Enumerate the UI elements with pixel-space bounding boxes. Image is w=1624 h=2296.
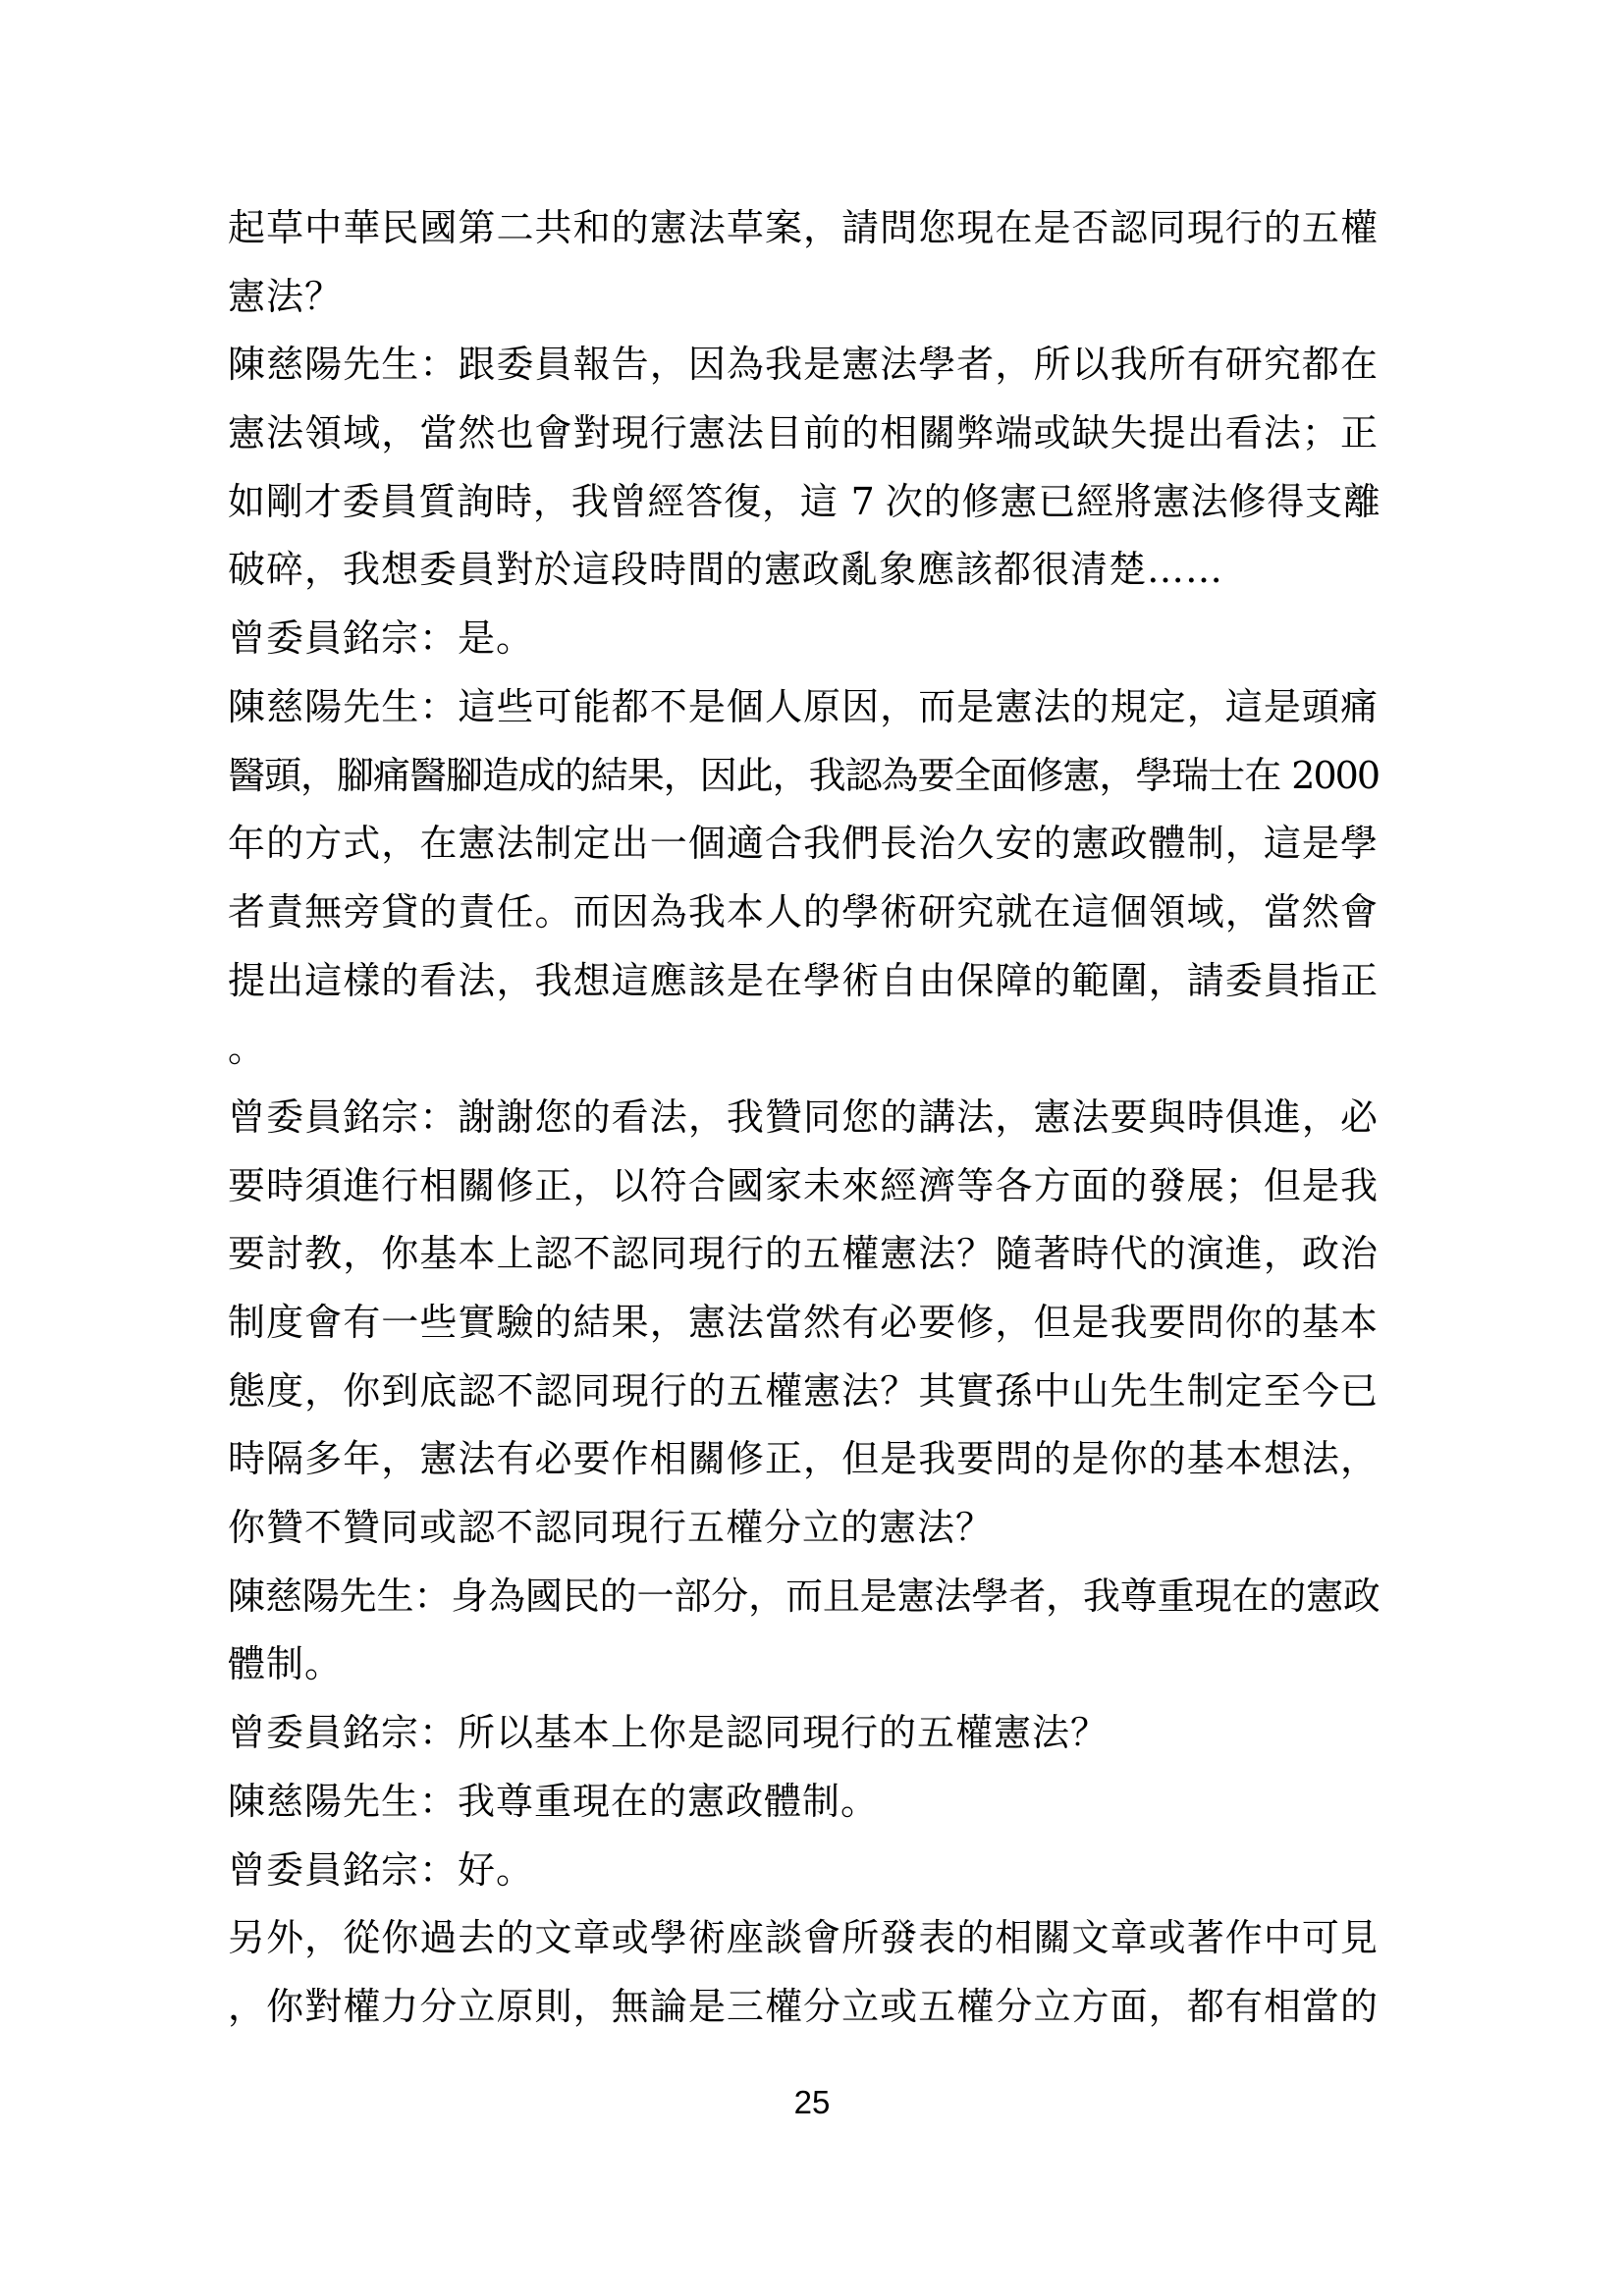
- text-line: 如剛才委員質詢時，我曾經答復，這 7 次的修憲已經將憲法修得支離: [228, 479, 1379, 523]
- text-line: 陳慈陽先生：這些可能都不是個人原因，而是憲法的規定，這是頭痛: [228, 684, 1379, 728]
- text-line: 時隔多年，憲法有必要作相關修正，但是我要問的是你的基本想法，: [228, 1437, 1379, 1481]
- text-block: [228, 194, 1379, 2042]
- text-line: 。: [228, 1027, 267, 1071]
- text-line: 要討教，你基本上認不認同現行的五權憲法？隨著時代的演進，政治: [228, 1232, 1379, 1276]
- text-line: 憲法？: [228, 274, 344, 318]
- text-line: 起草中華民國第二共和的憲法草案，請問您現在是否認同現行的五權: [228, 206, 1379, 249]
- text-line: 體制。: [228, 1642, 344, 1686]
- text-line: 提出這樣的看法，我想這應該是在學術自由保障的範圍，請委員指正: [228, 958, 1379, 1002]
- text-line: 醫頭，腳痛醫腳造成的結果，因此，我認為要全面修憲，學瑞士在 2000: [228, 753, 1379, 797]
- text-line: 陳慈陽先生：跟委員報告，因為我是憲法學者，所以我所有研究都在: [228, 343, 1379, 387]
- text-line: 要時須進行相關修正，以符合國家未來經濟等各方面的發展；但是我: [228, 1163, 1379, 1207]
- text-line: 曾委員銘宗：所以基本上你是認同現行的五權憲法？: [228, 1711, 1110, 1755]
- text-line: 曾委員銘宗：是。: [228, 616, 535, 661]
- text-line: 者責無旁貸的責任。而因為我本人的學術研究就在這個領域，當然會: [228, 889, 1379, 934]
- text-line: ，你對權力分立原則，無論是三權分立或五權分立方面，都有相當的: [228, 1984, 1379, 2028]
- text-line: 年的方式，在憲法制定出一個適合我們長治久安的憲政體制，這是學: [228, 822, 1379, 866]
- text-line: 態度，你到底認不認同現行的五權憲法？其實孫中山先生制定至今已: [228, 1368, 1379, 1413]
- text-line: 憲法領域，當然也會對現行憲法目前的相關弊端或缺失提出看法；正: [228, 411, 1379, 455]
- page-number: 25: [793, 2084, 831, 2120]
- text-line: 你贊不贊同或認不認同現行五權分立的憲法？: [228, 1506, 995, 1550]
- text-line: 陳慈陽先生：我尊重現在的憲政體制。: [228, 1779, 880, 1823]
- text-line: 曾委員銘宗：好。: [228, 1847, 535, 1892]
- text-line: 破碎，我想委員對於這段時間的憲政亂象應該都很清楚……: [228, 548, 1224, 592]
- text-line: 另外，從你過去的文章或學術座談會所發表的相關文章或著作中可見: [228, 1916, 1379, 1960]
- text-line: 制度會有一些實驗的結果，憲法當然有必要修，但是我要問你的基本: [228, 1301, 1379, 1344]
- text-line: 陳慈陽先生：身為國民的一部分，而且是憲法學者，我尊重現在的憲政: [228, 1574, 1379, 1618]
- text-line: 曾委員銘宗：謝謝您的看法，我贊同您的講法，憲法要與時俱進，必: [228, 1095, 1379, 1139]
